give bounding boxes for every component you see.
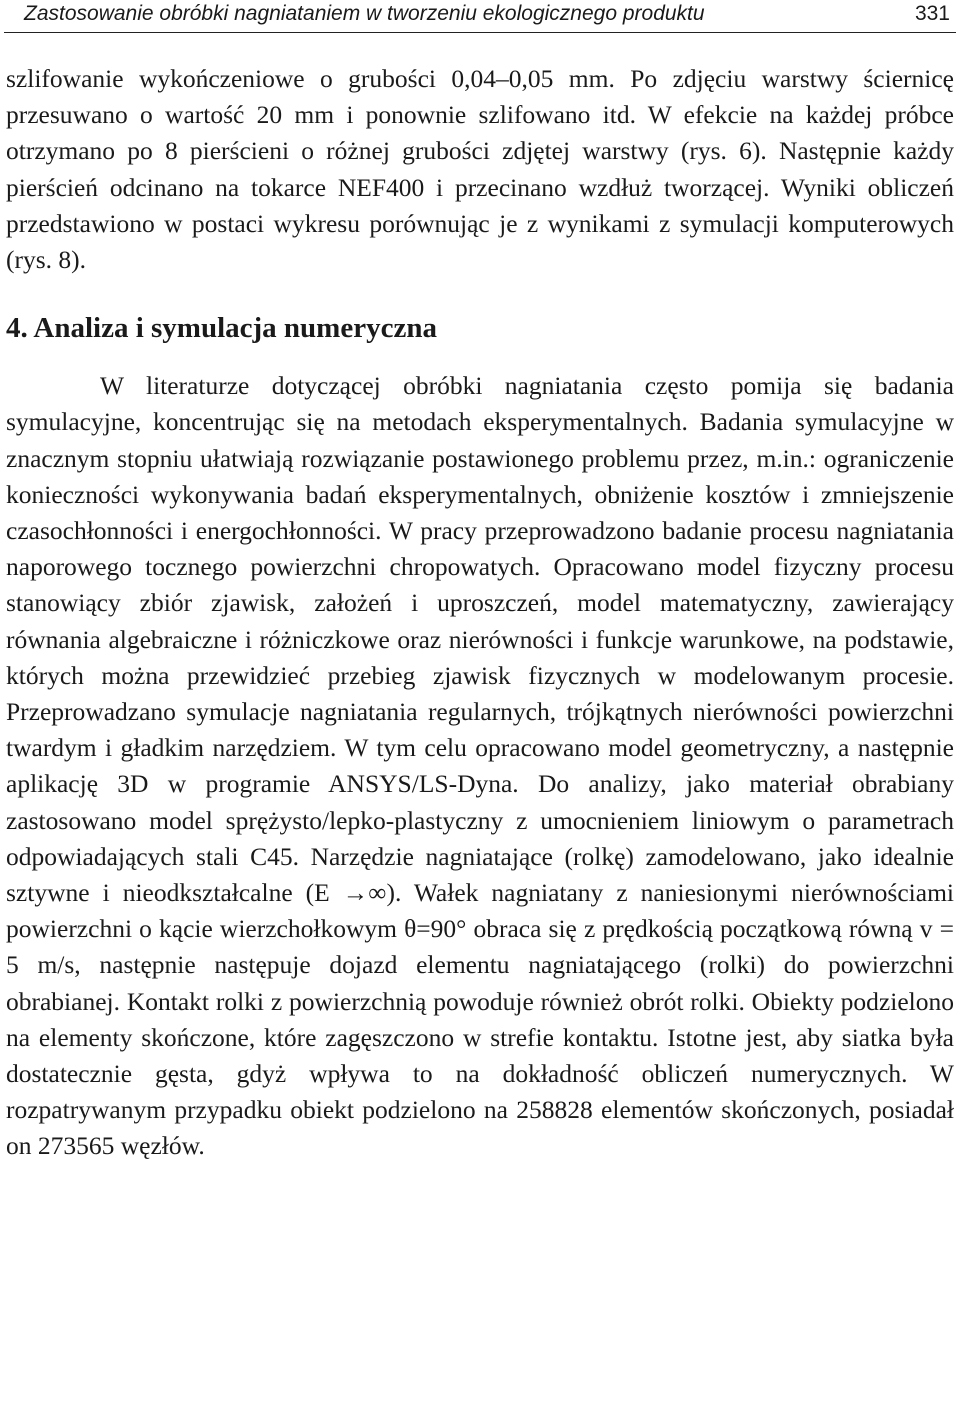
running-header (4, 0, 956, 33)
page-number: 331 (914, 2, 950, 25)
section-heading: 4. Analiza i symulacja numeryczna (6, 312, 437, 345)
intro-paragraph: szlifowanie wykończeniowe o grubości 0,04–0,05 mm. Po zdjęciu warstwy ściernicę przesuwano o wartość 20 mm i ponownie szlifowano itd. W efekcie na każdej próbce otrzymano po 8 pierścieni o różnej grubości zdjętej warstwy (rys. 6). Następnie każdy pierścień odcinano na tokarce NEF400 i przecinano wzdłuż tworzącej. Wyniki obliczeń przedstawiono w postaci wykresu porównując je z wynikami z symulacji komputerowych (rys. 8). (6, 64, 954, 275)
running-title: Zastosowanie obróbki nagniataniem w tworzeniu ekologicznego produktu (24, 2, 705, 25)
section-paragraph: W literaturze dotyczącej obróbki nagniatania często pomija się badania symulacyjne, koncentrując się na metodach eksperymentalnych. Badania symulacyjne w znacznym stopniu ułatwiają rozwiązanie postawionego problemu przez, m.in.: ograniczenie konieczności wykonywania badań eksperymentalnych, obniżenie kosztów i zmniejszenie czasochłonności i energochłonności. W pracy przeprowadzono badanie procesu nagniatania naporowego tocznego powierzchni chropowatych. Opracowano model fizyczny procesu stanowiący zbiór zjawisk, założeń i uproszczeń, model matematyczny, zawierający równania algebraiczne i różniczkowe oraz nierówności i funkcje warunkowe, na podstawie, których można przewidzieć przebieg zjawisk fizycznych w modelowanym procesie. Przeprowadzano symulacje nagniatania regularnych, trójkątnych nierówności powierzchni twardym i gładkim narzędziem. W tym celu opracowano model geometryczny, a następnie aplikację 3D w programie ANSYS/LS-Dyna. Do analizy, jako materiał obrabiany zastosowano model sprężysto/lepko-plastyczny z umocnieniem liniowym o parametrach odpowiadających stali C45. Narzędzie nagniatające (rolkę) zamodelowano, jako idealnie sztywne i nieodkształcalne (E →∞). Wałek nagniatany z naniesionymi nierównościami powierzchni o kącie wierzchołkowym θ=90° obraca się z prędkością początkową równą v = 5 m/s, następnie następuje dojazd elementu nagniatającego (rolki) do powierzchni obrabianej. Kontakt rolki z powierzchnią powoduje również obrót rolki. Obiekty podzielono na elementy skończone, które zagęszczono w strefie kontaktu. Istotne jest, aby siatka była dostatecznie gęsta, gdyż wpływa to na dokładność obliczeń numerycznych. W rozpatrywanym przypadku obiekt podzielono na 258828 elementów skończonych, posiadał on 273565 węzłów. (6, 371, 954, 1161)
